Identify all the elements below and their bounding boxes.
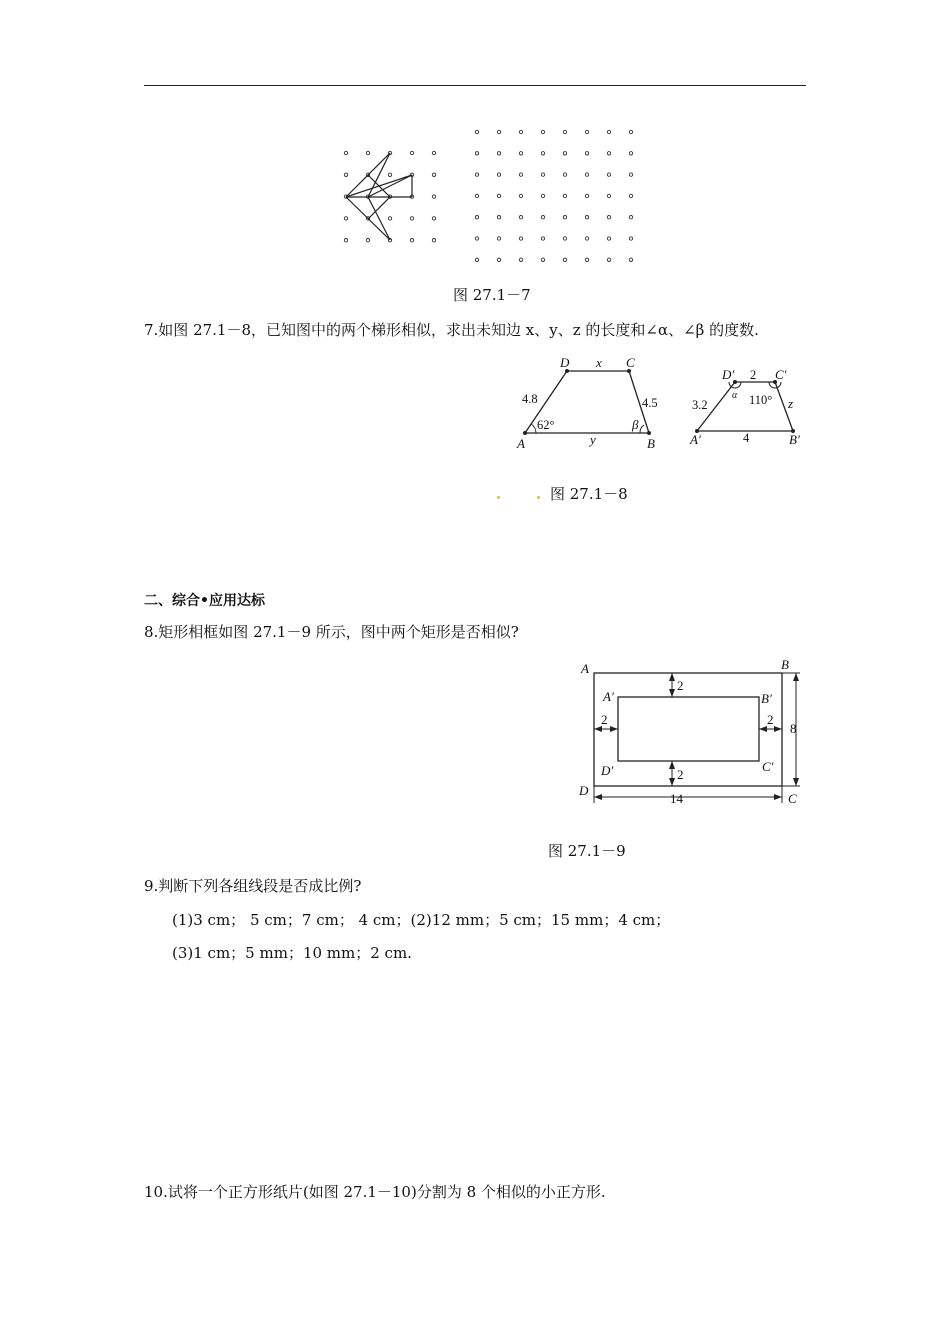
label-D: D [579,783,589,798]
grid-dot [475,194,478,197]
label-left-side: 4.8 [522,392,538,406]
figure-27-1-8 [510,350,810,455]
label-left-3-2: 3.2 [692,398,708,412]
label-left-2: 2 [601,712,608,727]
label-top-2: 2 [677,678,684,693]
grid-dot [497,237,500,240]
grid-dot [410,217,413,220]
question-9-line-1: (1)3 cm； 5 cm；7 cm； 4 cm；(2)12 mm；5 cm；15 mm；4 cm； [172,911,671,929]
grid-dot [410,151,413,154]
right-dot-grid [475,130,632,261]
grid-dot [585,216,588,219]
label-x: x [596,355,602,370]
grid-dot [497,216,500,219]
label-y: y [590,432,596,447]
grid-dot [475,152,478,155]
grid-dot [607,216,610,219]
grid-dot [388,173,391,176]
label-B-prime: B′ [789,432,800,447]
label-width-14: 14 [670,791,683,806]
label-right-side: 4.5 [642,396,658,410]
grid-dot [519,152,522,155]
question-10: 10.试将一个正方形纸片(如图 27.1－10)分割为 8 个相似的小正方形. [144,1183,606,1201]
kite-figure [346,153,412,240]
question-7: 7.如图 27.1－8，已知图中的两个梯形相似，求出未知边 x、y、z 的长度和∠α、∠β 的度数. [144,321,759,339]
grid-dot [541,237,544,240]
grid-dot [563,152,566,155]
grid-dot [563,194,566,197]
figure-caption-9: 图 27.1－9 [548,842,626,860]
decorative-dot [537,496,540,499]
grid-dot [344,151,347,154]
grid-dot [475,258,478,261]
grid-dot [497,194,500,197]
grid-dot [344,173,347,176]
grid-dot [519,173,522,176]
right-trapezoid [697,382,793,431]
label-bottom-2: 2 [677,767,684,782]
figure-caption-7: 图 27.1－7 [453,286,531,304]
grid-dot [519,258,522,261]
label-bottom-4: 4 [743,431,750,445]
label-D-prime: D′ [601,763,614,778]
grid-dot [563,173,566,176]
label-A-prime: A′ [603,689,614,704]
question-9: 9.判断下列各组线段是否成比例? [144,877,362,895]
grid-dot [541,194,544,197]
label-A-prime: A′ [690,432,701,447]
grid-dot [519,216,522,219]
label-B: B [781,657,789,672]
label-z: z [788,396,794,411]
outer-rectangle [594,673,782,786]
grid-dot [607,237,610,240]
label-B: B [647,436,655,451]
grid-dot [607,152,610,155]
grid-dot [607,194,610,197]
grid-dot [366,151,369,154]
label-C: C [788,791,797,806]
label-beta: β [632,417,639,432]
grid-dot [629,194,632,197]
grid-dot [629,130,632,133]
section-heading: 二、综合•应用达标 [144,593,265,609]
grid-dot [585,173,588,176]
label-C-prime: C′ [762,759,774,774]
label-D: D [560,355,570,370]
grid-dot [497,130,500,133]
grid-dot [519,194,522,197]
label-B-prime: B′ [761,691,772,706]
grid-dot [432,151,435,154]
grid-dot [563,216,566,219]
grid-dot [432,239,435,242]
figure-27-1-7 [330,120,650,270]
inner-rectangle [618,697,759,761]
grid-dot [541,130,544,133]
label-angle-62: 62° [537,418,555,432]
grid-dot [344,217,347,220]
figure-27-1-9 [575,655,810,810]
grid-dot [563,258,566,261]
grid-dot [432,195,435,198]
grid-dot [629,258,632,261]
grid-dot [607,173,610,176]
grid-dot [541,258,544,261]
grid-dot [585,130,588,133]
grid-dot [497,152,500,155]
label-top-2: 2 [750,368,757,382]
grid-dot [519,130,522,133]
grid-dot [629,173,632,176]
grid-dot [607,130,610,133]
grid-dot [629,237,632,240]
grid-dot [607,258,610,261]
grid-dot [475,130,478,133]
grid-dot [585,258,588,261]
grid-dot [388,217,391,220]
grid-dot [563,237,566,240]
grid-dot [541,152,544,155]
label-angle-110: 110° [749,393,773,407]
grid-dot [585,237,588,240]
grid-dot [585,194,588,197]
grid-dot [497,258,500,261]
label-A: A [517,436,525,451]
grid-dot [541,216,544,219]
decorative-dot [497,496,500,499]
label-alpha: α [732,390,738,401]
label-height-8: 8 [790,721,797,736]
label-C-prime: C′ [775,367,787,382]
grid-dot [563,130,566,133]
grid-dot [541,173,544,176]
label-C: C [626,355,635,370]
grid-dot [475,237,478,240]
grid-dot [366,239,369,242]
grid-dot [475,216,478,219]
figure-caption-8: 图 27.1－8 [550,485,628,503]
grid-dot [585,152,588,155]
label-right-2: 2 [767,712,774,727]
grid-dot [432,173,435,176]
grid-dot [629,216,632,219]
grid-dot [432,217,435,220]
question-8: 8.矩形相框如图 27.1－9 所示，图中两个矩形是否相似? [144,623,519,641]
grid-dot [519,237,522,240]
label-A: A [581,661,589,676]
grid-dot [629,152,632,155]
label-D-prime: D′ [722,367,735,382]
grid-dot [497,173,500,176]
header-rule [144,85,806,86]
grid-dot [475,173,478,176]
question-9-line-2: (3)1 cm；5 mm；10 mm；2 cm. [172,944,412,962]
grid-dot [344,239,347,242]
grid-dot [410,239,413,242]
